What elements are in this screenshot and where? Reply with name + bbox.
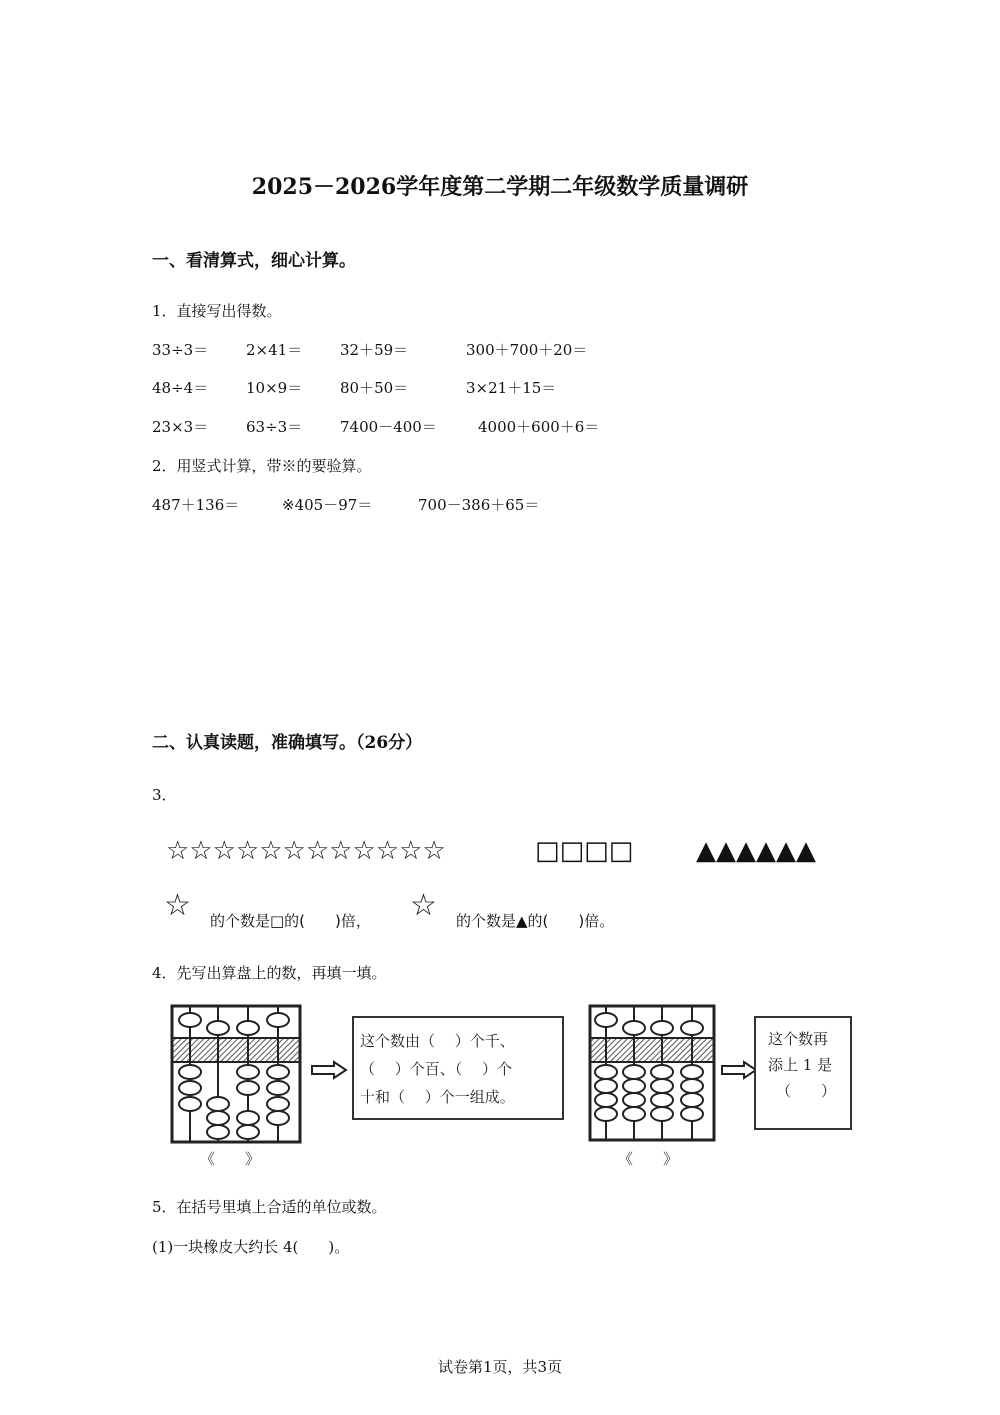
abacus-1	[170, 1004, 302, 1144]
q5-label: 5．在括号里填上合适的单位或数。	[152, 1198, 387, 1216]
star-icon: ☆	[164, 888, 191, 923]
q1-item: 48÷4＝	[152, 379, 209, 397]
q3-squares-row: □□□□	[535, 836, 634, 866]
q2-item: 700－386＋65＝	[418, 496, 540, 514]
q3-stars-row: ☆☆☆☆☆☆☆☆☆☆☆☆	[166, 836, 446, 866]
q1-item: 3×21＋15＝	[466, 379, 557, 397]
arrow-right-icon	[310, 1060, 348, 1080]
q1-item: 80＋50＝	[340, 379, 409, 397]
section2-heading: 二、认真读题，准确填写。（26分）	[152, 733, 423, 753]
page-title: 2025－2026学年度第二学期二年级数学质量调研	[251, 174, 749, 200]
q1-item: 7400－400＝	[340, 418, 437, 436]
abacus-1-answer-paren: 《 》	[200, 1150, 261, 1168]
q1-item: 23×3＝	[152, 418, 209, 436]
q4-label: 4．先写出算盘上的数，再填一填。	[152, 964, 387, 982]
q3-triangles-row: ▲▲▲▲▲▲	[696, 836, 816, 866]
abacus-2-answer-paren: 《 》	[618, 1150, 679, 1168]
q1-item: 2×41＝	[246, 341, 303, 359]
q1-item: 33÷3＝	[152, 341, 209, 359]
q2-item: 487＋136＝	[152, 496, 240, 514]
q1-item: 63÷3＝	[246, 418, 303, 436]
box1-line: 十和（ ）个一组成。	[360, 1088, 515, 1106]
abacus-2	[588, 1004, 716, 1142]
q3-text2: 的个数是▲的( )倍。	[456, 912, 615, 930]
box2-line: 这个数再	[768, 1030, 829, 1048]
box1-line: 这个数由（ ）个千、	[360, 1032, 515, 1050]
star-icon: ☆	[410, 888, 437, 923]
q2-item: ※405－97＝	[282, 496, 373, 514]
q5-item-1: (1)一块橡皮大约长 4( )。	[152, 1238, 350, 1256]
q1-label: 1．直接写出得数。	[152, 302, 282, 320]
page-footer: 试卷第1页，共3页	[437, 1358, 563, 1376]
q3-label: 3．	[152, 786, 177, 804]
q3-text1: 的个数是□的( )倍，	[210, 912, 371, 930]
box2-line: （ ）	[776, 1082, 837, 1100]
q1-item: 4000＋600＋6＝	[478, 418, 600, 436]
arrow-right-icon	[720, 1060, 758, 1080]
section1-heading: 一、看清算式，细心计算。	[152, 251, 356, 271]
q1-item: 10×9＝	[246, 379, 303, 397]
box1-line: （ ）个百、（ ）个	[360, 1060, 513, 1078]
q1-item: 300＋700＋20＝	[466, 341, 588, 359]
box2-line: 添上 1 是	[768, 1056, 833, 1074]
q2-label: 2．用竖式计算，带※的要验算。	[152, 457, 372, 475]
q1-item: 32＋59＝	[340, 341, 409, 359]
